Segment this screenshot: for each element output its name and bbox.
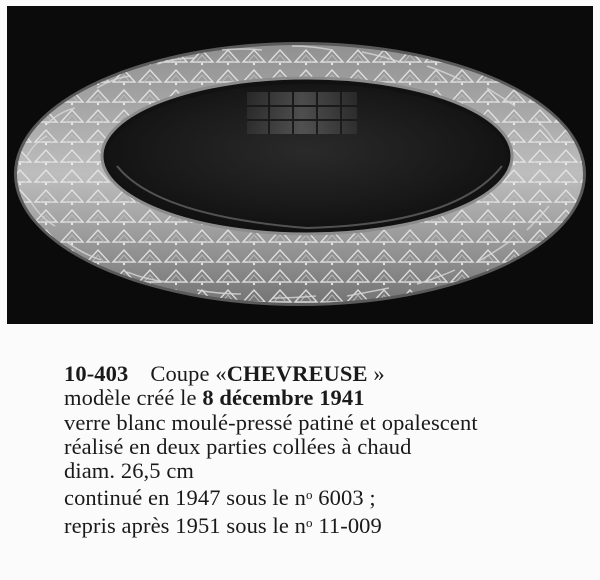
continued-number: 6003 ; <box>318 485 376 511</box>
continued-superscript: o <box>305 487 313 503</box>
catalogue-caption <box>64 362 594 538</box>
material-line: verre blanc moulé-pressé patiné et opalescent <box>64 409 478 435</box>
resumed-number: 11-009 <box>318 512 382 538</box>
quote-open: « <box>215 361 227 386</box>
item-type: Coupe <box>150 361 210 386</box>
reference-number: 10-403 <box>64 361 129 386</box>
resumed-line <box>64 511 594 538</box>
quote-close: » <box>373 361 385 386</box>
continued-text: continué en 1947 sous le n <box>64 485 306 511</box>
product-photo <box>7 6 593 324</box>
model-line <box>64 386 594 410</box>
model-prefix: modèle créé le <box>64 385 197 411</box>
model-date: 8 décembre 1941 <box>202 385 365 411</box>
glass-bowl-illustration <box>7 6 593 324</box>
production-line: réalisé en deux parties collées à chaud <box>64 433 412 459</box>
title-line <box>64 362 594 386</box>
resumed-superscript: o <box>306 514 313 530</box>
item-name: CHEVREUSE <box>226 361 368 386</box>
resumed-text: repris après 1951 sous le n <box>64 512 307 538</box>
continued-line <box>64 483 594 510</box>
diameter-line: diam. 26,5 cm <box>64 458 195 484</box>
